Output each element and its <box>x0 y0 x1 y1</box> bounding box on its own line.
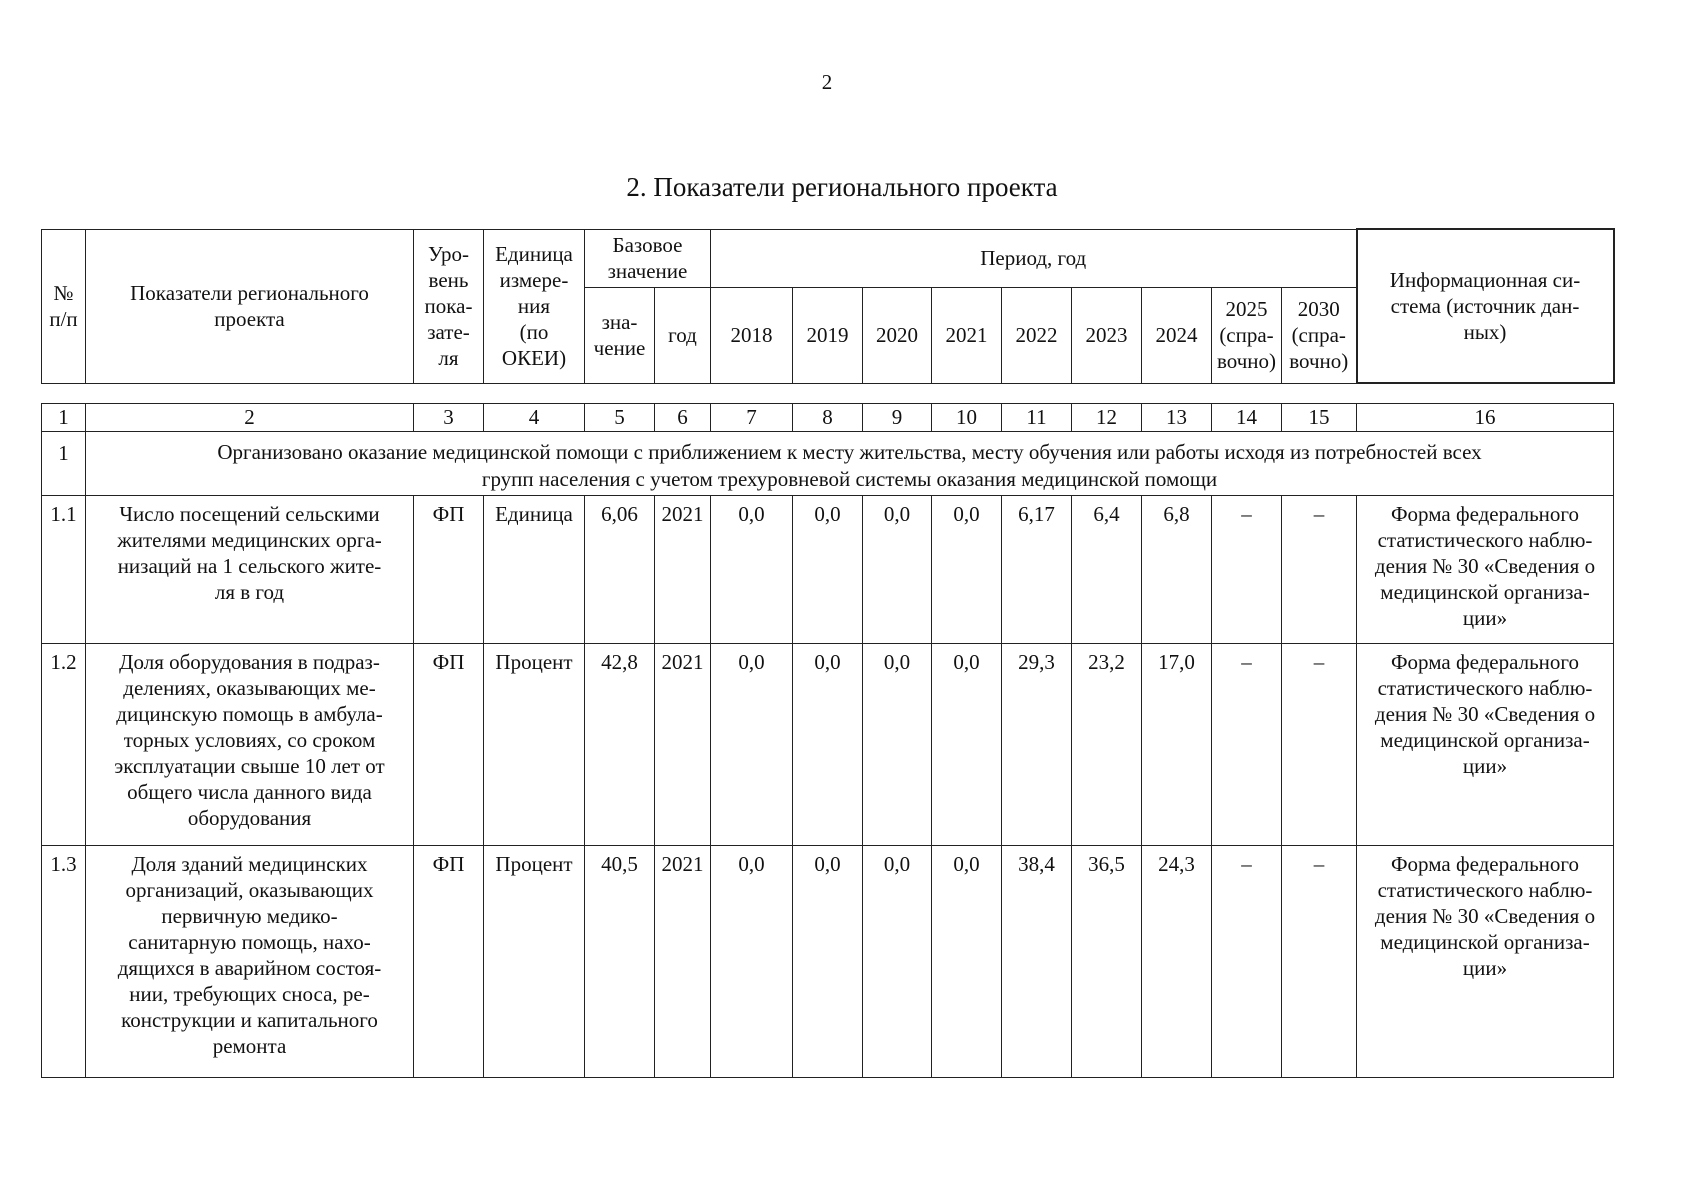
info-source-line: ции» <box>1462 754 1508 779</box>
value-2025: – <box>1212 496 1282 644</box>
info-source-line: дения № 30 «Сведения о <box>1374 904 1596 929</box>
indicators-body-table <box>41 403 1614 1078</box>
column-number: 13 <box>1142 404 1212 432</box>
column-number: 14 <box>1212 404 1282 432</box>
header-info-line: ных) <box>1463 320 1507 345</box>
header-cell-base-year: год <box>655 287 711 383</box>
value-2023: 6,4 <box>1072 496 1142 644</box>
info-source-line: Форма федерального <box>1390 650 1580 674</box>
header-2030-line: 2030 <box>1297 296 1340 321</box>
column-number: 10 <box>932 404 1002 432</box>
value-2022: 29,3 <box>1002 644 1072 846</box>
info-source-line: дения № 30 «Сведения о <box>1374 554 1596 579</box>
indicator-name-line: дящихся в аварийном состоя- <box>117 956 382 981</box>
header-unit-line: (по <box>519 320 549 345</box>
indicator-name-line: конструкции и капитального <box>121 1008 378 1033</box>
header-cell-level <box>414 229 484 383</box>
header-2025-line: 2025 <box>1225 296 1268 321</box>
value-2019: 0,0 <box>793 644 863 846</box>
header-level-line: зате- <box>427 320 470 345</box>
value-2020: 0,0 <box>863 846 932 1078</box>
section-title: 2. Показатели регионального проекта <box>626 172 1058 202</box>
header-base-value-line: зна- <box>601 309 638 334</box>
column-number: 3 <box>414 404 484 432</box>
header-cell-base-value <box>585 287 655 383</box>
value-2020: 0,0 <box>863 644 932 846</box>
value-2024: 24,3 <box>1142 846 1212 1078</box>
header-cell-unit <box>484 229 585 383</box>
base-value: 6,06 <box>585 496 655 644</box>
header-cell-name <box>86 229 414 383</box>
table-row <box>42 496 1614 644</box>
value-2025: – <box>1212 846 1282 1078</box>
indicator-name-line: первичную медико- <box>161 904 338 929</box>
value-2023: 36,5 <box>1072 846 1142 1078</box>
indicator-unit: Процент <box>484 846 585 1078</box>
value-2025: – <box>1212 644 1282 846</box>
header-cell-period: Период, год <box>711 229 1357 287</box>
column-number: 16 <box>1357 404 1614 432</box>
header-cell-year-2030 <box>1282 287 1357 383</box>
indicator-unit: Процент <box>484 644 585 846</box>
header-base-line: значение <box>607 259 688 283</box>
indicators-header-table <box>41 228 1615 384</box>
value-2021: 0,0 <box>932 496 1002 644</box>
base-value: 42,8 <box>585 644 655 846</box>
indicator-name <box>86 644 414 846</box>
column-number: 6 <box>655 404 711 432</box>
info-source-line: статистического наблю- <box>1377 528 1593 553</box>
column-number: 8 <box>793 404 863 432</box>
section-text-line: Организовано оказание медицинской помощи с приближением к месту жительства, месту обучения или работы исходя из потребностей всех <box>217 440 1482 465</box>
indicator-name-line: оборудования <box>187 806 312 831</box>
indicator-name-line: общего числа данного вида <box>127 780 372 805</box>
info-source-line: медицинской организа- <box>1380 580 1590 605</box>
column-number: 5 <box>585 404 655 432</box>
header-cell-year: 2021 <box>932 287 1002 383</box>
value-2021: 0,0 <box>932 846 1002 1078</box>
table-row <box>42 644 1614 846</box>
info-source-line: дения № 30 «Сведения о <box>1374 702 1596 727</box>
header-info-line: стема (источник дан- <box>1390 293 1580 318</box>
indicator-name-line: организаций, оказывающих <box>125 878 374 903</box>
value-2021: 0,0 <box>932 644 1002 846</box>
value-2024: 6,8 <box>1142 496 1212 644</box>
indicator-name-line: дицинскую помощь в амбула- <box>116 702 383 727</box>
header-base-value-line: чение <box>593 336 646 360</box>
base-year: 2021 <box>655 644 711 846</box>
value-2022: 6,17 <box>1002 496 1072 644</box>
header-name-line: Показатели регионального <box>130 280 369 305</box>
indicator-name-line: Число посещений сельскими <box>119 502 380 526</box>
value-2020: 0,0 <box>863 496 932 644</box>
table-row <box>42 846 1614 1078</box>
info-source-line: ции» <box>1462 956 1508 981</box>
indicator-name-line: торных условиях, со сроком <box>123 728 376 753</box>
indicator-unit: Единица <box>484 496 585 644</box>
indicator-name <box>86 496 414 644</box>
row-number: 1.1 <box>42 496 86 644</box>
value-2030: – <box>1282 644 1357 846</box>
header-cell-info <box>1357 229 1614 383</box>
indicator-name-line: ля в год <box>214 580 285 605</box>
header-cell-base-group <box>585 229 711 287</box>
indicator-name-line: низаций на 1 сельского жите- <box>117 554 382 579</box>
info-source-line: статистического наблю- <box>1377 878 1593 903</box>
header-num-line: № <box>53 280 74 305</box>
column-number: 4 <box>484 404 585 432</box>
value-2023: 23,2 <box>1072 644 1142 846</box>
header-2025-line: вочно) <box>1216 349 1277 374</box>
indicator-level: ФП <box>414 846 484 1078</box>
value-2019: 0,0 <box>793 846 863 1078</box>
row-number: 1.2 <box>42 644 86 846</box>
column-number: 2 <box>86 404 414 432</box>
header-level-line: пока- <box>424 293 473 318</box>
header-cell-year: 2020 <box>863 287 932 383</box>
indicator-name <box>86 846 414 1078</box>
column-number: 11 <box>1002 404 1072 432</box>
value-2024: 17,0 <box>1142 644 1212 846</box>
indicator-name-line: делениях, оказывающих ме- <box>123 676 376 701</box>
info-source-line: ции» <box>1462 606 1508 631</box>
indicator-name-line: ремонта <box>212 1034 287 1059</box>
header-unit-line: измере- <box>499 267 569 292</box>
info-source <box>1357 496 1614 644</box>
header-unit-line: ОКЕИ) <box>501 346 567 371</box>
header-level-line: вень <box>428 267 469 292</box>
header-num-line: п/п <box>49 307 78 331</box>
column-number: 12 <box>1072 404 1142 432</box>
info-source-line: Форма федерального <box>1390 502 1580 526</box>
indicator-name-line: Доля оборудования в подраз- <box>119 650 380 674</box>
value-2022: 38,4 <box>1002 846 1072 1078</box>
header-info-line: Информационная си- <box>1389 267 1581 292</box>
indicator-name-line: Доля зданий медицинских <box>131 852 368 876</box>
column-number: 9 <box>863 404 932 432</box>
value-2019: 0,0 <box>793 496 863 644</box>
indicator-name-line: нии, требующих сноса, ре- <box>129 982 370 1007</box>
header-base-line: Базовое <box>612 232 683 257</box>
header-cell-year-2025 <box>1212 287 1282 383</box>
header-level-line: ля <box>438 346 459 371</box>
info-source <box>1357 644 1614 846</box>
column-number: 15 <box>1282 404 1357 432</box>
section-text-line: групп населения с учетом трехуровневой системы оказания медицинской помощи <box>481 466 1218 491</box>
header-cell-year: 2022 <box>1002 287 1072 383</box>
header-unit-line: Единица <box>495 241 573 266</box>
indicator-name-line: санитарную помощь, нахо- <box>128 930 371 955</box>
header-name-line: проекта <box>214 307 285 331</box>
header-level-line: Уро- <box>427 241 469 266</box>
info-source <box>1357 846 1614 1078</box>
section-text <box>86 432 1614 496</box>
indicator-level: ФП <box>414 496 484 644</box>
header-cell-year: 2018 <box>711 287 793 383</box>
value-2018: 0,0 <box>711 846 793 1078</box>
section-row <box>42 432 1614 496</box>
indicator-level: ФП <box>414 644 484 846</box>
indicator-name-line: жителями медицинских орга- <box>117 528 382 553</box>
column-number: 1 <box>42 404 86 432</box>
info-source-line: медицинской организа- <box>1380 930 1590 955</box>
value-2030: – <box>1282 846 1357 1078</box>
base-year: 2021 <box>655 496 711 644</box>
header-2025-line: (спра- <box>1219 322 1274 347</box>
column-number: 7 <box>711 404 793 432</box>
indicator-name-line: эксплуатации свыше 10 лет от <box>114 754 385 779</box>
header-2030-line: вочно) <box>1289 349 1349 374</box>
value-2030: – <box>1282 496 1357 644</box>
info-source-line: Форма федерального <box>1390 852 1580 876</box>
header-cell-year: 2024 <box>1142 287 1212 383</box>
base-year: 2021 <box>655 846 711 1078</box>
info-source-line: статистического наблю- <box>1377 676 1593 701</box>
base-value: 40,5 <box>585 846 655 1078</box>
section-number: 1 <box>42 432 86 496</box>
header-unit-line: ния <box>517 293 551 318</box>
value-2018: 0,0 <box>711 496 793 644</box>
value-2018: 0,0 <box>711 644 793 846</box>
row-number: 1.3 <box>42 846 86 1078</box>
header-cell-year: 2023 <box>1072 287 1142 383</box>
header-cell-num <box>42 229 86 383</box>
info-source-line: медицинской организа- <box>1380 728 1590 753</box>
header-2030-line: (спра- <box>1291 322 1346 347</box>
page-number: 2 <box>821 70 833 94</box>
header-cell-year: 2019 <box>793 287 863 383</box>
column-number-row <box>42 404 1614 432</box>
